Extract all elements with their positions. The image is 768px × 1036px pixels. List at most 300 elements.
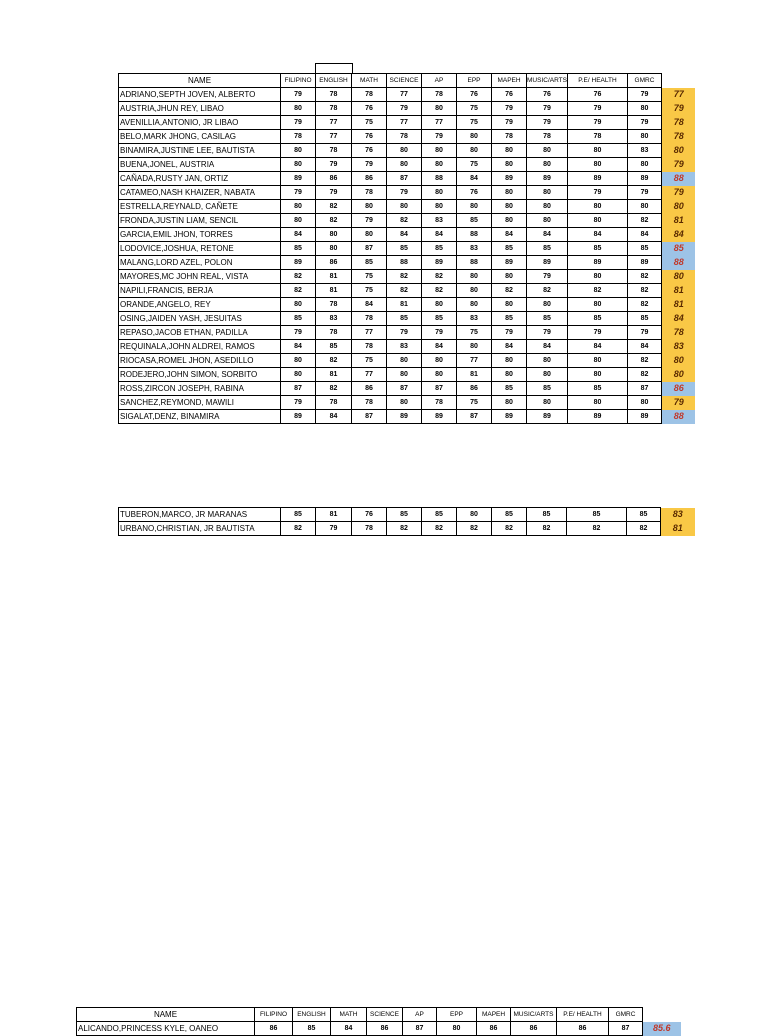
grade-cell: 78 <box>352 340 387 354</box>
grade-cell: 85 <box>457 214 492 228</box>
grade-cell: 82 <box>387 214 422 228</box>
grade-cell: 78 <box>281 130 316 144</box>
student-name: REQUINALA,JOHN ALDREI, RAMOS <box>119 340 281 354</box>
grade-cell: 80 <box>492 144 527 158</box>
grade-cell: 77 <box>316 130 352 144</box>
grade-cell: 83 <box>627 144 661 158</box>
grade-cell: 85 <box>422 242 457 256</box>
student-name: SIGALAT,DENZ, BINAMIRA <box>119 410 281 424</box>
grade-cell: 82 <box>316 200 352 214</box>
grade-cell: 88 <box>457 256 492 270</box>
grade-cell: 78 <box>316 326 352 340</box>
grade-cell: 84 <box>492 340 527 354</box>
grade-cell: 80 <box>281 354 316 368</box>
grade-cell: 82 <box>387 522 422 536</box>
grade-cell: 85 <box>527 382 568 396</box>
grade-cell: 75 <box>457 116 492 130</box>
grade-cell: 79 <box>387 326 422 340</box>
grade-cell: 80 <box>567 214 627 228</box>
grade-cell: 79 <box>422 130 457 144</box>
average-cell: 88 <box>661 172 695 186</box>
student-name: CATAMEO,NASH KHAIZER, NABATA <box>119 186 281 200</box>
grade-cell: 87 <box>627 382 661 396</box>
grade-cell: 84 <box>567 228 627 242</box>
column-header: GMRC <box>609 1008 643 1022</box>
grade-cell: 85 <box>492 382 527 396</box>
grade-cell: 80 <box>281 200 316 214</box>
grade-cell: 84 <box>627 340 661 354</box>
grade-cell: 82 <box>627 298 661 312</box>
grade-cell: 82 <box>422 522 457 536</box>
table-row <box>119 228 696 242</box>
grade-cell: 80 <box>422 158 457 172</box>
grade-cell: 79 <box>316 522 352 536</box>
grade-cell: 79 <box>281 396 316 410</box>
grade-cell: 79 <box>281 326 316 340</box>
grade-cell: 82 <box>316 354 352 368</box>
grade-cell: 75 <box>457 158 492 172</box>
grade-cell: 79 <box>527 102 568 116</box>
grade-cell: 78 <box>316 102 352 116</box>
grade-cell: 80 <box>281 368 316 382</box>
grade-cell: 80 <box>457 270 492 284</box>
table-row <box>119 88 696 102</box>
table-row <box>119 242 696 256</box>
grade-cell: 80 <box>457 130 492 144</box>
grade-cell: 86 <box>316 172 352 186</box>
average-cell: 79 <box>661 186 695 200</box>
grade-cell: 85 <box>627 312 661 326</box>
grade-cell: 80 <box>281 298 316 312</box>
grade-cell: 85 <box>281 312 316 326</box>
grade-cell: 85 <box>387 242 422 256</box>
grade-cell: 77 <box>387 88 422 102</box>
grade-cell: 88 <box>387 256 422 270</box>
column-header: NAME <box>77 1008 255 1022</box>
grade-cell: 88 <box>422 172 457 186</box>
grade-cell: 84 <box>567 340 627 354</box>
column-header: FILIPINO <box>255 1008 293 1022</box>
grade-cell: 85 <box>352 256 387 270</box>
grade-cell: 79 <box>492 326 527 340</box>
grade-cell: 75 <box>352 284 387 298</box>
grade-cell: 80 <box>627 102 661 116</box>
grade-cell: 82 <box>492 522 527 536</box>
grade-cell: 86 <box>255 1022 293 1036</box>
grade-cell: 79 <box>627 88 661 102</box>
grade-cell: 89 <box>387 410 422 424</box>
student-name: ALICANDO,PRINCESS KYLE, OANEO <box>77 1022 255 1036</box>
table-row <box>119 270 696 284</box>
grade-cell: 82 <box>627 368 661 382</box>
grade-cell: 86 <box>511 1022 557 1036</box>
grade-cell: 85 <box>281 508 316 522</box>
grade-cell: 82 <box>627 270 661 284</box>
grade-cell: 80 <box>281 144 316 158</box>
student-name: GARCIA,EMIL JHON, TORRES <box>119 228 281 242</box>
grade-cell: 82 <box>316 214 352 228</box>
grade-cell: 80 <box>387 368 422 382</box>
grade-cell: 80 <box>527 144 568 158</box>
grade-cell: 80 <box>527 158 568 172</box>
grade-cell: 78 <box>316 88 352 102</box>
average-cell: 83 <box>661 340 695 354</box>
table-row <box>119 522 695 536</box>
grade-cell: 80 <box>457 508 492 522</box>
grade-cell: 79 <box>627 186 661 200</box>
grade-cell: 76 <box>352 102 387 116</box>
grade-cell: 86 <box>352 382 387 396</box>
grade-cell: 87 <box>387 382 422 396</box>
grade-cell: 81 <box>387 298 422 312</box>
grade-cell: 82 <box>492 284 527 298</box>
grade-cell: 85 <box>422 508 457 522</box>
grade-cell: 89 <box>527 172 568 186</box>
table-row <box>119 200 696 214</box>
grade-cell: 80 <box>352 228 387 242</box>
grade-cell: 80 <box>281 214 316 228</box>
grade-cell: 79 <box>527 270 568 284</box>
grade-cell: 80 <box>492 298 527 312</box>
grade-cell: 79 <box>352 158 387 172</box>
grade-cell: 86 <box>477 1022 511 1036</box>
grade-cell: 89 <box>567 172 627 186</box>
table-row <box>119 186 696 200</box>
grade-cell: 78 <box>422 88 457 102</box>
grade-cell: 85 <box>293 1022 331 1036</box>
column-header: SCIENCE <box>387 74 422 88</box>
grade-cell: 80 <box>527 368 568 382</box>
average-cell: 84 <box>661 312 695 326</box>
grade-cell: 85 <box>627 508 661 522</box>
grade-cell: 80 <box>387 144 422 158</box>
grade-cell: 77 <box>422 116 457 130</box>
header-row <box>77 1008 681 1022</box>
grade-cell: 79 <box>352 214 387 228</box>
grade-cell: 80 <box>422 102 457 116</box>
column-header: P.E/ HEALTH <box>567 74 627 88</box>
table-row <box>119 256 696 270</box>
column-header: MAPEH <box>477 1008 511 1022</box>
grade-cell: 83 <box>316 312 352 326</box>
grade-cell: 78 <box>352 396 387 410</box>
grade-cell: 80 <box>492 186 527 200</box>
student-name: BINAMIRA,JUSTINE LEE, BAUTISTA <box>119 144 281 158</box>
grade-cell: 85 <box>567 382 627 396</box>
average-cell: 83 <box>661 508 695 522</box>
student-name: ESTRELLA,REYNALD, CAÑETE <box>119 200 281 214</box>
grade-cell: 80 <box>567 298 627 312</box>
grade-cell: 82 <box>527 522 567 536</box>
student-name: URBANO,CHRISTIAN, JR BAUTISTA <box>119 522 281 536</box>
average-cell: 81 <box>661 298 695 312</box>
table-row <box>119 284 696 298</box>
grade-cell: 84 <box>316 410 352 424</box>
grade-cell: 80 <box>492 158 527 172</box>
grade-cell: 80 <box>387 200 422 214</box>
student-name: NAPILI,FRANCIS, BERJA <box>119 284 281 298</box>
average-cell: 88 <box>661 410 695 424</box>
table-row <box>119 312 696 326</box>
grade-cell: 79 <box>567 186 627 200</box>
table-row <box>119 326 696 340</box>
table-row <box>119 144 696 158</box>
average-cell: 80 <box>661 270 695 284</box>
grade-cell: 85 <box>492 508 527 522</box>
grade-cell: 85 <box>567 312 627 326</box>
grade-cell: 80 <box>422 186 457 200</box>
grade-cell: 87 <box>609 1022 643 1036</box>
average-cell: 77 <box>661 88 695 102</box>
grade-cell: 79 <box>422 326 457 340</box>
column-header: MUSIC/ARTS <box>511 1008 557 1022</box>
grade-cell: 86 <box>457 382 492 396</box>
grade-cell: 79 <box>316 158 352 172</box>
average-cell: 79 <box>661 396 695 410</box>
student-name: ROSS,ZIRCON JOSEPH, RABINA <box>119 382 281 396</box>
grade-cell: 78 <box>527 130 568 144</box>
average-cell: 86 <box>661 382 695 396</box>
grade-cell: 76 <box>352 144 387 158</box>
column-header: FILIPINO <box>281 74 316 88</box>
grade-cell: 78 <box>352 186 387 200</box>
grade-cell: 85 <box>627 242 661 256</box>
average-cell: 84 <box>661 228 695 242</box>
grade-cell: 80 <box>527 200 568 214</box>
spacer-cell <box>643 1008 681 1022</box>
student-name: RIOCASA,ROMEL JHON, ASEDILLO <box>119 354 281 368</box>
grade-cell: 80 <box>457 284 492 298</box>
student-name: SANCHEZ,REYMOND, MAWILI <box>119 396 281 410</box>
grade-cell: 79 <box>387 186 422 200</box>
grade-cell: 80 <box>567 144 627 158</box>
grade-cell: 80 <box>422 298 457 312</box>
grade-cell: 76 <box>352 130 387 144</box>
column-header: MAPEH <box>492 74 527 88</box>
student-name: MALANG,LORD AZEL, POLON <box>119 256 281 270</box>
grade-cell: 86 <box>367 1022 403 1036</box>
grade-cell: 78 <box>316 144 352 158</box>
grade-cell: 85 <box>281 242 316 256</box>
table-row <box>119 116 696 130</box>
spacer-cell <box>661 74 695 88</box>
column-header: NAME <box>119 74 281 88</box>
table-row <box>119 298 696 312</box>
column-header: ENGLISH <box>293 1008 331 1022</box>
average-cell: 80 <box>661 200 695 214</box>
grade-cell: 87 <box>457 410 492 424</box>
grade-cell: 82 <box>527 284 568 298</box>
grade-cell: 79 <box>387 102 422 116</box>
grade-cell: 82 <box>316 382 352 396</box>
grade-cell: 80 <box>492 354 527 368</box>
grade-cell: 80 <box>567 200 627 214</box>
grade-cell: 80 <box>281 102 316 116</box>
student-name: ADRIANO,SEPTH JOVEN, ALBERTO <box>119 88 281 102</box>
header-row <box>119 74 696 88</box>
grade-cell: 80 <box>457 144 492 158</box>
grade-cell: 85 <box>527 312 568 326</box>
grade-cell: 80 <box>492 368 527 382</box>
grade-cell: 79 <box>527 116 568 130</box>
grade-cell: 79 <box>627 326 661 340</box>
grade-cell: 81 <box>316 368 352 382</box>
student-name: AVENILLIA,ANTONIO, JR LIBAO <box>119 116 281 130</box>
grade-cell: 76 <box>567 88 627 102</box>
grade-cell: 89 <box>492 172 527 186</box>
grade-cell: 80 <box>422 200 457 214</box>
grade-cell: 79 <box>281 116 316 130</box>
grade-cell: 83 <box>457 312 492 326</box>
grade-cell: 80 <box>457 340 492 354</box>
grade-cell: 86 <box>557 1022 609 1036</box>
grade-cell: 85 <box>567 242 627 256</box>
student-name: AUSTRIA,JHUN REY, LIBAO <box>119 102 281 116</box>
grade-cell: 80 <box>527 396 568 410</box>
grade-cell: 80 <box>387 396 422 410</box>
grade-cell: 82 <box>422 270 457 284</box>
average-cell: 78 <box>661 116 695 130</box>
grade-cell: 85 <box>492 242 527 256</box>
grade-cell: 80 <box>387 354 422 368</box>
grade-cell: 84 <box>281 340 316 354</box>
grades-table-1 <box>118 73 695 424</box>
grade-cell: 80 <box>457 298 492 312</box>
table-row <box>119 214 696 228</box>
student-name: CAÑADA,RUSTY JAN, ORTIZ <box>119 172 281 186</box>
grade-cell: 89 <box>281 256 316 270</box>
grade-cell: 88 <box>457 228 492 242</box>
grade-cell: 89 <box>281 172 316 186</box>
grade-cell: 80 <box>567 158 627 172</box>
grade-cell: 78 <box>316 396 352 410</box>
grade-cell: 89 <box>527 410 568 424</box>
grade-cell: 82 <box>567 284 627 298</box>
grade-cell: 75 <box>457 326 492 340</box>
grade-cell: 75 <box>457 396 492 410</box>
grade-cell: 79 <box>527 326 568 340</box>
grade-cell: 80 <box>627 200 661 214</box>
table-row <box>119 508 695 522</box>
table-row <box>119 172 696 186</box>
grade-cell: 80 <box>422 144 457 158</box>
column-header: ENGLISH <box>316 74 352 88</box>
grade-cell: 77 <box>352 326 387 340</box>
grade-cell: 85 <box>387 508 422 522</box>
column-header: MATH <box>352 74 387 88</box>
grade-cell: 82 <box>627 284 661 298</box>
grade-cell: 80 <box>527 186 568 200</box>
average-cell: 81 <box>661 522 695 536</box>
average-cell: 81 <box>661 284 695 298</box>
table-row <box>119 354 696 368</box>
grade-cell: 79 <box>567 326 627 340</box>
grade-cell: 76 <box>457 88 492 102</box>
grade-cell: 78 <box>567 130 627 144</box>
grade-cell: 80 <box>627 130 661 144</box>
grade-cell: 84 <box>527 340 568 354</box>
grade-cell: 84 <box>422 228 457 242</box>
grade-cell: 78 <box>352 312 387 326</box>
student-name: RODEJERO,JOHN SIMON, SORBITO <box>119 368 281 382</box>
grade-cell: 80 <box>567 396 627 410</box>
grade-cell: 81 <box>457 368 492 382</box>
grade-cell: 84 <box>457 172 492 186</box>
grade-cell: 83 <box>387 340 422 354</box>
grade-cell: 87 <box>387 172 422 186</box>
grade-cell: 81 <box>316 508 352 522</box>
grade-cell: 79 <box>492 102 527 116</box>
grade-cell: 89 <box>627 410 661 424</box>
column-header: EPP <box>437 1008 477 1022</box>
grade-cell: 76 <box>352 508 387 522</box>
grade-cell: 80 <box>422 354 457 368</box>
grade-cell: 82 <box>567 522 627 536</box>
grade-cell: 79 <box>567 102 627 116</box>
grade-cell: 80 <box>527 354 568 368</box>
grade-cell: 80 <box>527 214 568 228</box>
grade-cell: 80 <box>567 354 627 368</box>
table-row <box>119 340 696 354</box>
grade-cell: 78 <box>387 130 422 144</box>
grade-cell: 85 <box>387 312 422 326</box>
grade-cell: 80 <box>316 242 352 256</box>
grade-cell: 78 <box>316 298 352 312</box>
grade-cell: 89 <box>527 256 568 270</box>
average-cell: 80 <box>661 368 695 382</box>
grade-cell: 75 <box>352 270 387 284</box>
grade-cell: 79 <box>567 116 627 130</box>
grade-cell: 84 <box>527 228 568 242</box>
grade-cell: 75 <box>457 102 492 116</box>
grade-cell: 87 <box>352 242 387 256</box>
column-header: P.E/ HEALTH <box>557 1008 609 1022</box>
grade-cell: 82 <box>281 284 316 298</box>
grade-cell: 89 <box>492 256 527 270</box>
grade-cell: 76 <box>527 88 568 102</box>
grade-cell: 76 <box>492 88 527 102</box>
student-name: REPASO,JACOB ETHAN, PADILLA <box>119 326 281 340</box>
column-header: GMRC <box>627 74 661 88</box>
grade-cell: 80 <box>387 158 422 172</box>
table-row <box>119 382 696 396</box>
grade-cell: 89 <box>567 410 627 424</box>
column-header: EPP <box>457 74 492 88</box>
grade-cell: 82 <box>627 354 661 368</box>
student-name: FRONDA,JUSTIN LIAM, SENCIL <box>119 214 281 228</box>
student-name: BELO,MARK JHONG, CASILAG <box>119 130 281 144</box>
grade-cell: 87 <box>403 1022 437 1036</box>
grade-cell: 80 <box>527 298 568 312</box>
grade-cell: 80 <box>627 396 661 410</box>
grade-cell: 80 <box>316 228 352 242</box>
grade-cell: 89 <box>492 410 527 424</box>
grade-cell: 82 <box>627 522 661 536</box>
column-header: AP <box>422 74 457 88</box>
grade-cell: 82 <box>387 284 422 298</box>
grade-cell: 75 <box>352 354 387 368</box>
grade-cell: 87 <box>352 410 387 424</box>
grade-cell: 85 <box>492 312 527 326</box>
grade-cell: 86 <box>352 172 387 186</box>
average-cell: 78 <box>661 326 695 340</box>
average-cell: 80 <box>661 354 695 368</box>
grade-cell: 79 <box>492 116 527 130</box>
grade-cell: 78 <box>492 130 527 144</box>
grade-cell: 80 <box>437 1022 477 1036</box>
grade-cell: 78 <box>352 88 387 102</box>
average-cell: 81 <box>661 214 695 228</box>
